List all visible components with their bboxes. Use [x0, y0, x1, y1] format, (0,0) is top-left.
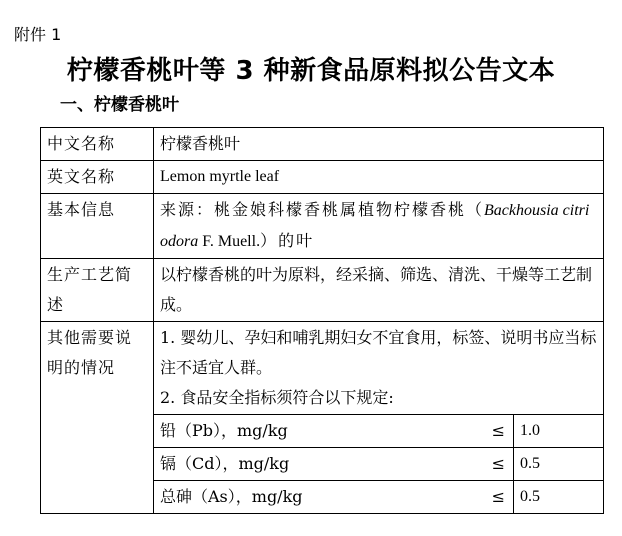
row-other-notes: [41, 322, 604, 415]
limit-item-label: 镉（Cd），mg/kg: [160, 454, 290, 473]
limit-item-label: 铅（Pb），mg/kg: [160, 421, 288, 440]
latin-name: Backhousia citriodora: [160, 202, 590, 250]
limit-operator: ≤: [491, 421, 505, 440]
limit-value: 1.0: [513, 415, 603, 448]
label-process: 生产工艺简述: [41, 259, 154, 322]
basic-info-suffix: ）的叶: [260, 231, 315, 250]
row-process: [41, 259, 604, 322]
value-english-name: Lemon myrtle leaf: [154, 161, 604, 194]
value-basic-info: [154, 194, 604, 259]
row-english-name: [41, 161, 604, 194]
label-basic-info: 基本信息: [41, 194, 154, 259]
limit-item: [154, 481, 514, 514]
limit-item: [154, 448, 514, 481]
limit-operator: ≤: [491, 454, 505, 473]
limit-value: 0.5: [513, 481, 603, 514]
value-other-notes: [154, 322, 604, 415]
row-chinese-name: [41, 128, 604, 161]
limit-operator: ≤: [491, 487, 505, 506]
document-title: 柠檬香桃叶等 3 种新食品原料拟公告文本: [66, 56, 556, 86]
label-chinese-name: 中文名称: [41, 128, 154, 161]
ingredient-info-table: [40, 127, 604, 514]
note-1: 1. 婴幼儿、孕妇和哺乳期妇女不宜食用，标签、说明书应当标注不适宜人群。: [160, 328, 597, 377]
value-chinese-name: 柠檬香桃叶: [154, 128, 604, 161]
limit-item-label: 总砷（As），mg/kg: [160, 487, 303, 506]
label-english-name: 英文名称: [41, 161, 154, 194]
label-other: 其他需要说明的情况: [41, 322, 154, 514]
note-2: 2. 食品安全指标须符合以下规定:: [160, 388, 394, 407]
limit-item: [154, 415, 514, 448]
limit-value: 0.5: [513, 448, 603, 481]
row-basic-info: [41, 194, 604, 259]
latin-author: F. Muell.: [198, 233, 261, 250]
attachment-label: 附件 1: [14, 25, 62, 44]
value-process: 以柠檬香桃的叶为原料，经采摘、筛选、清洗、干燥等工艺制成。: [154, 259, 604, 322]
section-heading: 一、柠檬香桃叶: [60, 95, 179, 115]
basic-info-prefix: 来源：桃金娘科檬香桃属植物柠檬香桃（: [160, 200, 485, 219]
